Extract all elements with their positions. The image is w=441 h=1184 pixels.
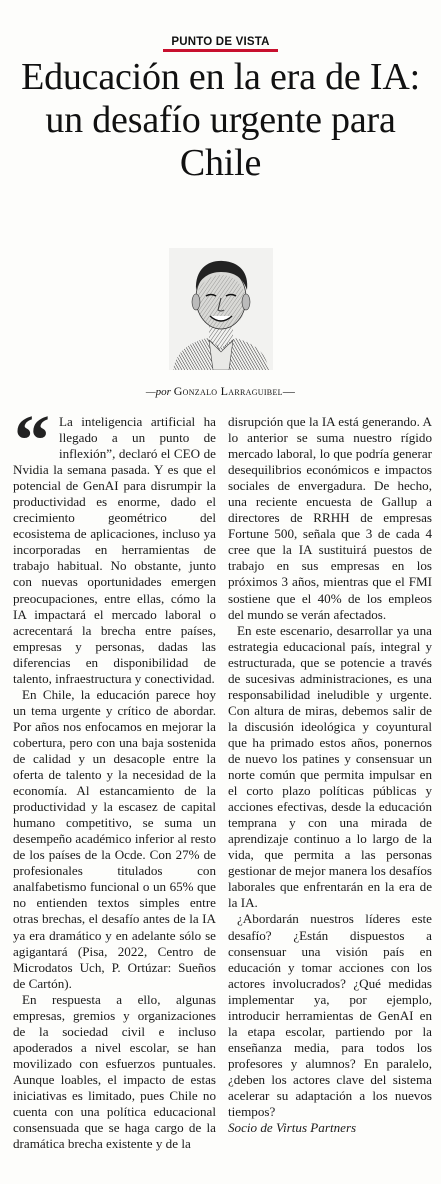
- section-label: [0, 30, 441, 52]
- article-paragraph: En Chile, la educación parece hoy un tema urgente y crítico de abordar. Por años nos enfocamos en mejorar la cobertura, pero con una baja sostenida de calidad y un desacople entre la oferta de talento y la necesidad de la economía. Al estancamiento de la productividad y la escasez de capital humano competitivo, se suma un desempeño académico inferior al resto de los países de la Ocde. Con 27% de profesionales titulados con analfabetismo funcional o un 65% que no entienden textos simples entre otras brechas, el desafío antes de la IA ya era dramático y en adelante sólo se agigantará (Pisa, 2022, Centro de Microdatos Uch, P. Ortúzar: Sueños de Cartón).: [13, 686, 216, 991]
- byline-prefix: —por: [145, 386, 171, 398]
- section-label-text: PUNTO DE VISTA: [163, 35, 277, 52]
- quote-mark-space: [13, 414, 59, 460]
- headline: Educación en la era de IA: un desafío urgente para Chile: [21, 56, 420, 184]
- article-paragraph: ¿Abordarán nuestros líderes este desafío? ¿Están dispuestos a consensuar una visión país en educación y tomar acciones con los actores involucrados? ¿Qué medidas implementar ya, por ejemplo, introducir herramientas de GenAI en la etapa escolar, partiendo por la enseñanza media, para todos los profesores y alumnos? En paralelo, ¿deben los actores clave del sistema acelerar su adaptación a los nuevos tiempos?: [228, 911, 432, 1120]
- article-paragraph: disrupción que la IA está generando. A lo anterior se suma nuestro rígido mercado laboral, lo que podría generar desequilibrios económicos e impactos sociales de envergadura. De hecho, una reciente encuesta de Gallup a directores de RRHH de empresas Fortune 500, señala que 3 de cada 4 cree que la IA sustituirá puestos de trabajo en sus empresas en los próximos 3 años, mientras que el FMI sostiene que el 40% de los empleos del mundo se verán afectados.: [228, 414, 432, 622]
- opening-quote-mark: “: [14, 400, 50, 480]
- article-column-right: [228, 414, 432, 1136]
- author-signature: Socio de Virtus Partners: [228, 1120, 357, 1136]
- byline-author: Gonzalo Larraguibel—: [173, 384, 296, 398]
- author-portrait-illustration: [169, 248, 273, 370]
- article-paragraph: En este escenario, desarrollar ya una estrategia educacional país, integral y estructurada, que se potencie a través de sucesivas administraciones, es una responsabilidad ineludible y urgente. Con altura de miras, debemos salir de la discusión ideológica y coyuntural que ha primado estos años, ponernos de nuevo los patines y consensuar un norte común que permita impulsar en el corto plazo políticas públicas y acciones efectivas, desde la educación temprana y con una mirada de aprendizaje continuo a lo largo de la vida, que permita a las personas gestionar de mejor manera los desafíos laborales que enfrentarán en la era de la IA.: [228, 622, 432, 911]
- article-paragraph: En respuesta a ello, algunas empresas, gremios y organizaciones de la sociedad civil e incluso apoderados a nivel escolar, se han movilizado con esfuerzos puntuales. Aunque loables, el impacto de estas iniciativas es limitado, pues Chile no cuenta con una política educacional consensuada que se haga cargo de la dramática brecha existente y de la: [13, 991, 216, 1152]
- article-column-left: [13, 414, 216, 1152]
- article-paragraph: La inteligencia artificial ha llegado a un punto de inflexión”, declaró el CEO de Nvidia la semana pasada. Y es que el potencial de GenAI para disrumpir la productividad es enorme, dado el crecimiento geométrico del ecosistema de aplicaciones, incluso ya incorporadas en herramientas de trabajo habitual. No obstante, junto con nuevas oportunidades emergen preocupaciones, entre ellas, cómo la IA impactará el mercado laboral o acrecentará la brecha entre países, empresas y personas, dadas las diferencias en disponibilidad de talento, infraestructura y conectividad.: [13, 414, 216, 686]
- byline: [0, 384, 441, 399]
